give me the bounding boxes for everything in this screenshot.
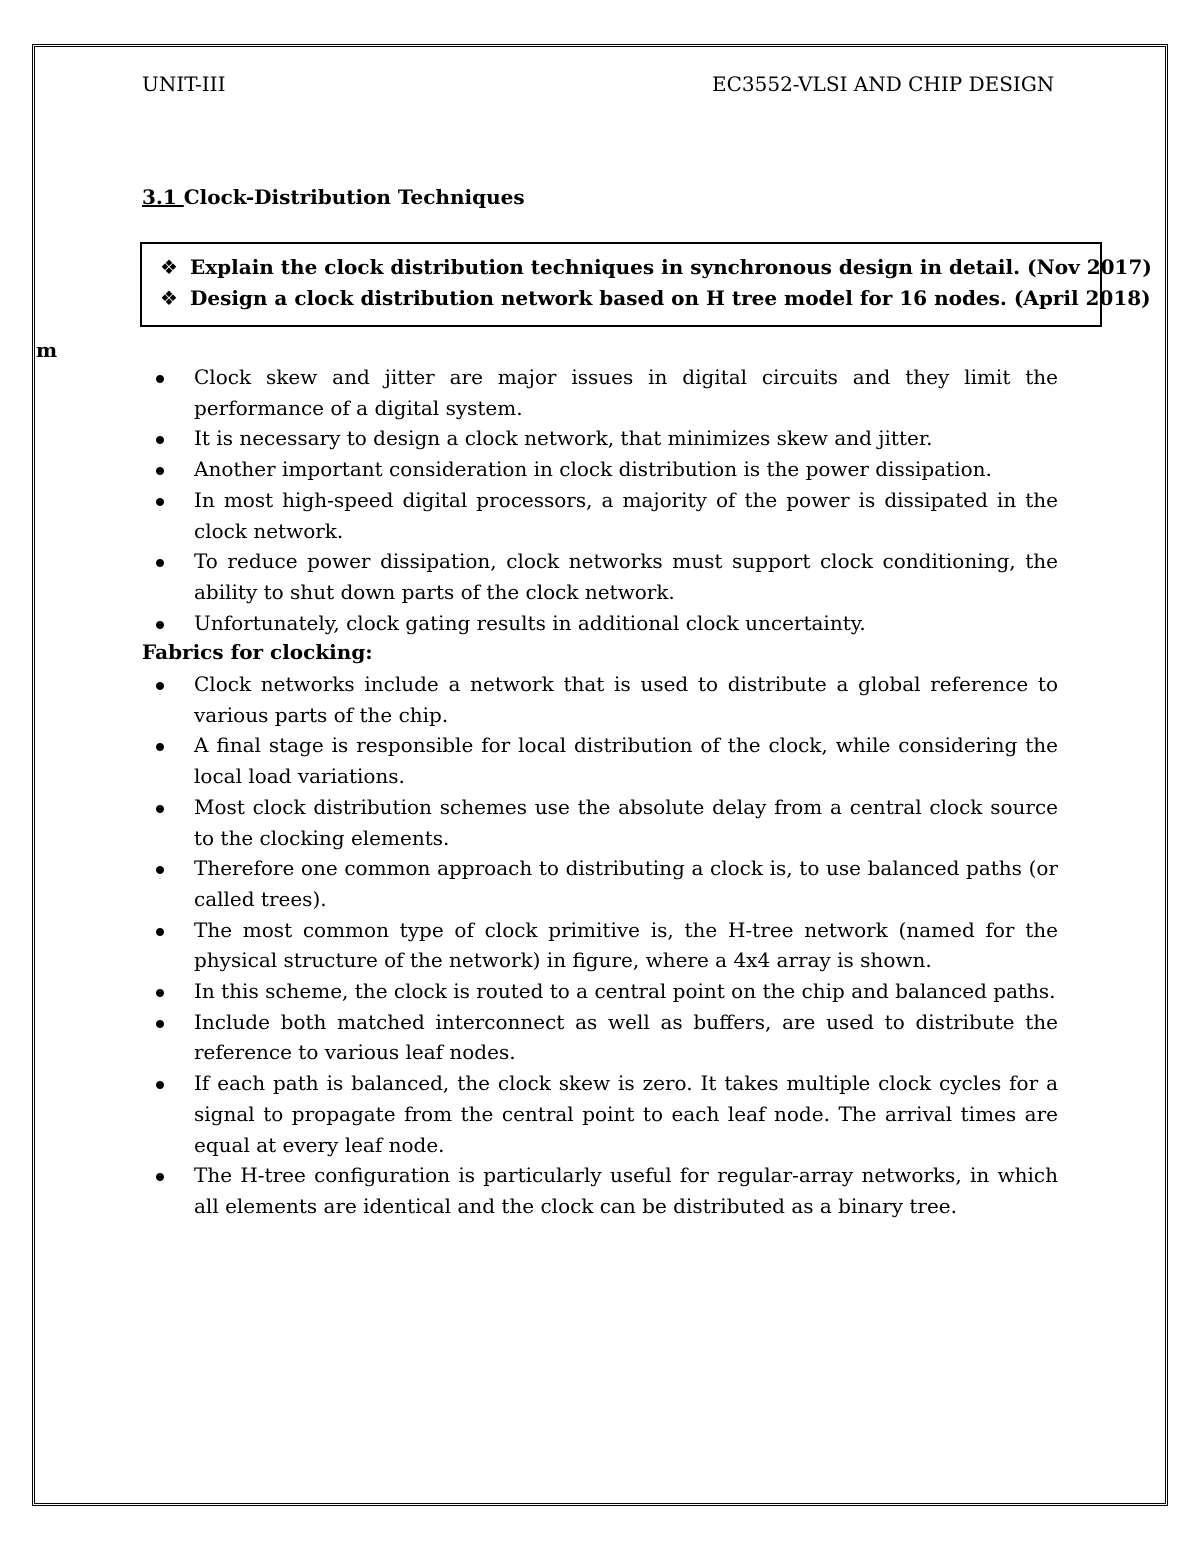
list-item <box>194 608 1058 639</box>
list-item-text: The H-tree configuration is particularly useful for regular-array networks, in which all elements are identical and the clock can be distributed as a binary tree. <box>194 1163 1058 1218</box>
list-item <box>194 1068 1058 1160</box>
list-item <box>194 546 1058 607</box>
list-item-text: In this scheme, the clock is routed to a central point on the chip and balanced paths. <box>194 979 1056 1004</box>
bullet-icon <box>156 805 164 813</box>
bullet-icon <box>156 989 164 997</box>
list-item-text: If each path is balanced, the clock skew is zero. It takes multiple clock cycles for a signal to propagate from the central point to each leaf node. The arrival times are equal at every leaf node. <box>194 1071 1058 1157</box>
bullet-icon <box>156 1020 164 1028</box>
bullet-icon <box>156 928 164 936</box>
question-box <box>140 242 1152 327</box>
diamond-bullet-icon: ❖ <box>160 286 178 310</box>
list-item <box>194 1007 1058 1068</box>
list-item <box>194 485 1058 546</box>
fabric-bullet-list <box>194 669 1058 1222</box>
bullet-icon <box>156 621 164 629</box>
list-item <box>194 853 1058 914</box>
list-item-text: The most common type of clock primitive is, the H-tree network (named for the physical structure of the network) in figure, where a 4x4 array is shown. <box>194 917 1058 973</box>
section-number: 3.1 <box>142 185 184 209</box>
list-item <box>194 362 1058 423</box>
list-item-text: To reduce power dissipation, clock networks must support clock conditioning, the ability to shut down parts of the clock network. <box>194 549 1058 604</box>
question-text: Design a clock distribution network based on H tree model for 16 nodes. (April 2018) <box>190 286 1151 310</box>
bullet-icon <box>156 375 164 383</box>
list-item-text: In most high-speed digital processors, a majority of the power is dissipated in the clock network. <box>194 487 1058 543</box>
list-item-text: Therefore one common approach to distributing a clock is, to use balanced paths (or called trees). <box>194 856 1058 911</box>
bullet-icon <box>156 498 164 506</box>
list-item <box>194 976 1058 1007</box>
list-item <box>194 454 1058 485</box>
list-item-text: Include both matched interconnect as well as buffers, are used to distribute the reference to various leaf nodes. <box>194 1009 1058 1065</box>
subheading: Fabrics for clocking: <box>142 640 373 664</box>
list-item-text: Most clock distribution schemes use the absolute delay from a central clock source to the clocking elements. <box>194 794 1058 850</box>
list-item-text: Clock networks include a network that is used to distribute a global reference to various parts of the chip. <box>194 672 1058 727</box>
stray-mark: m <box>36 338 58 362</box>
section-title <box>142 185 525 209</box>
list-item-text: A final stage is responsible for local distribution of the clock, while considering the local load variations. <box>194 733 1058 789</box>
section-title-text: Clock-Distribution Techniques <box>183 185 525 209</box>
header-course: EC3552-VLSI AND CHIP DESIGN <box>712 72 1055 96</box>
list-item-text: Another important consideration in clock distribution is the power dissipation. <box>194 457 992 482</box>
list-item-text: Clock skew and jitter are major issues in digital circuits and they limit the performance of a digital system. <box>194 365 1058 420</box>
question-item <box>160 286 1151 310</box>
list-item <box>194 730 1058 791</box>
bullet-icon <box>156 682 164 690</box>
list-item <box>194 423 1058 454</box>
diamond-bullet-icon: ❖ <box>160 255 178 279</box>
list-item <box>194 915 1058 976</box>
list-item <box>194 669 1058 730</box>
list-item <box>194 792 1058 853</box>
question-item <box>160 255 1152 279</box>
intro-bullet-list <box>194 362 1058 638</box>
list-item-text: Unfortunately, clock gating results in additional clock uncertainty. <box>194 610 866 635</box>
list-item-text: It is necessary to design a clock network, that minimizes skew and jitter. <box>194 426 933 451</box>
list-item <box>194 1160 1058 1221</box>
header-unit: UNIT-III <box>142 72 226 96</box>
question-text: Explain the clock distribution techniques in synchronous design in detail. (Nov 2017) <box>190 255 1152 279</box>
